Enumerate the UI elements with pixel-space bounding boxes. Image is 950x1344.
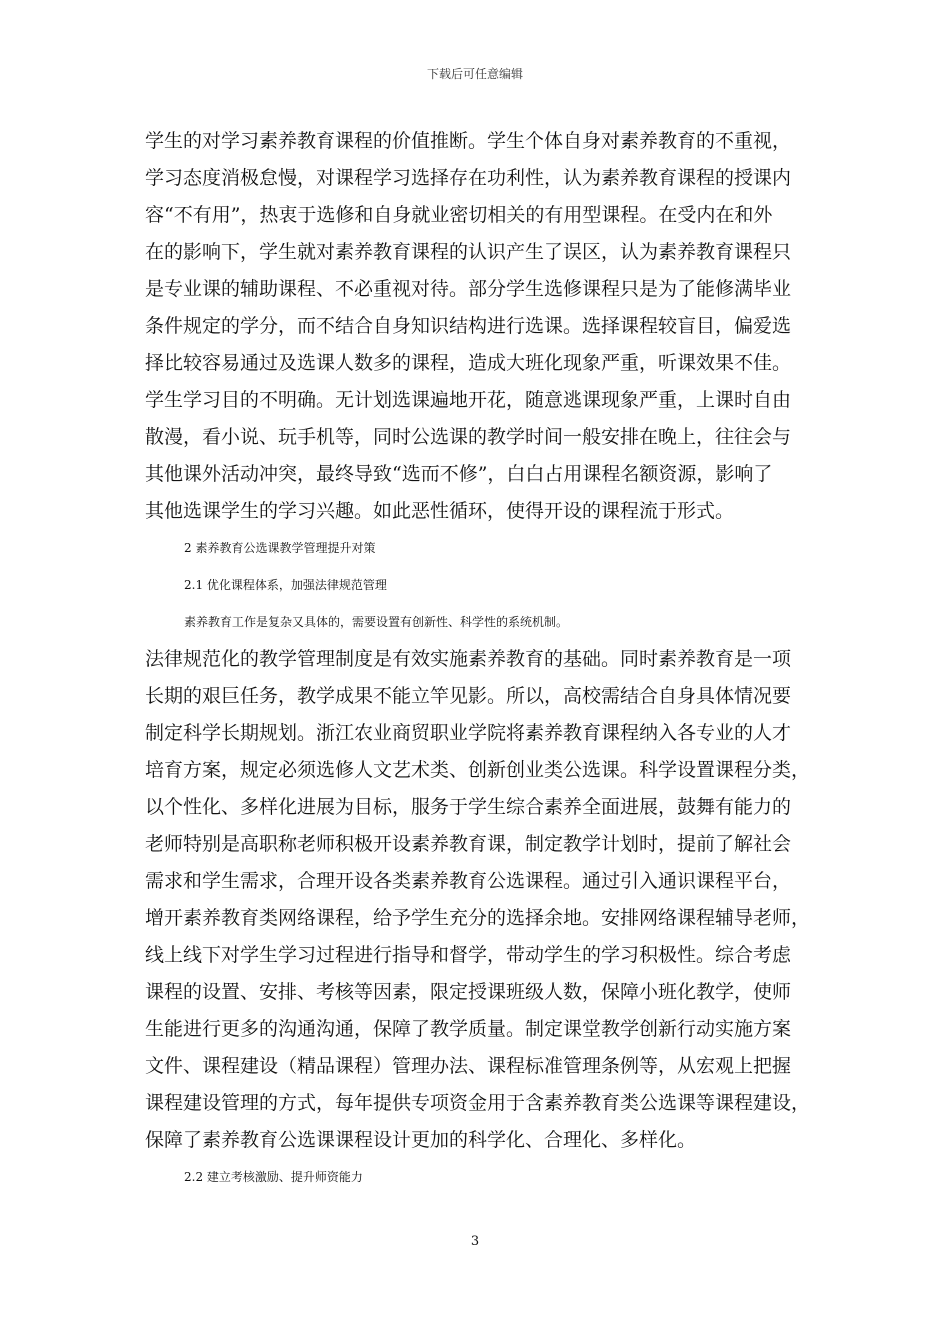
body-line: 散漫，看小说、玩手机等，同时公选课的教学时间一般安排在晚上，往往会与	[145, 426, 792, 448]
body-line: 培育方案，规定必须选修人文艺术类、创新创业类公选课。科学设置课程分类，	[145, 759, 811, 781]
body-line: 以个性化、多样化进展为目标，服务于学生综合素养全面进展，鼓舞有能力的	[145, 796, 792, 818]
body-line: 学生学习目的不明确。无计划选课遍地开花，随意逃课现象严重，上课时自由	[145, 389, 792, 411]
body-line: 条件规定的学分，而不结合自身知识结构进行选课。选择课程较盲目，偏爱选	[145, 315, 792, 337]
body-line: 文件、课程建设（精品课程）管理办法、课程标准管理条例等，从宏观上把握	[145, 1055, 792, 1077]
paragraph-first-line: 素养教育工作是复杂又具体的，需要设置有创新性、科学性的系统机制。	[184, 615, 569, 629]
body-line: 生能进行更多的沟通沟通，保障了教学质量。制定课堂教学创新行动实施方案	[145, 1018, 792, 1040]
body-line: 老师特别是高职称老师积极开设素养教育课，制定教学计划时，提前了解社会	[145, 833, 792, 855]
body-line: 需求和学生需求，合理开设各类素养教育公选课程。通过引入通识课程平台，	[145, 870, 792, 892]
body-line: 在的影响下，学生就对素养教育课程的认识产生了误区，认为素养教育课程只	[145, 241, 792, 263]
body-line: 择比较容易通过及选课人数多的课程，造成大班化现象严重，听课效果不佳。	[145, 352, 792, 374]
body-line: 课程的设置、安排、考核等因素，限定授课班级人数，保障小班化教学，使师	[145, 981, 792, 1003]
subsection-heading: 2.1 优化课程体系，加强法律规范管理	[184, 578, 387, 592]
body-line: 线上线下对学生学习过程进行指导和督学，带动学生的学习积极性。综合考虑	[145, 944, 792, 966]
body-line: 增开素养教育类网络课程，给予学生充分的选择余地。安排网络课程辅导老师，	[145, 907, 811, 929]
page-number: 3	[470, 1234, 480, 1249]
page-header: 下载后可任意编辑	[426, 67, 523, 81]
body-line: 长期的艰巨任务，教学成果不能立竿见影。所以，高校需结合自身具体情况要	[145, 685, 792, 707]
body-line: 法律规范化的教学管理制度是有效实施素养教育的基础。同时素养教育是一项	[145, 648, 792, 670]
body-line: 是专业课的辅助课程、不必重视对待。部分学生选修课程只是为了能修满毕业	[145, 278, 792, 300]
section-heading: 2 素养教育公选课教学管理提升对策	[184, 541, 376, 555]
body-line: 课程建设管理的方式，每年提供专项资金用于含素养教育类公选课等课程建设，	[145, 1092, 811, 1114]
body-line: 其他选课学生的学习兴趣。如此恶性循环，使得开设的课程流于形式。	[145, 500, 735, 522]
body-line: 学习态度消极怠慢，对课程学习选择存在功利性，认为素养教育课程的授课内	[145, 167, 792, 189]
body-line: 学生的对学习素养教育课程的价值推断。学生个体自身对素养教育的不重视，	[145, 130, 792, 152]
body-line: 制定科学长期规划。浙江农业商贸职业学院将素养教育课程纳入各专业的人才	[145, 722, 792, 744]
body-line: 容“不有用”，热衷于选修和自身就业密切相关的有用型课程。在受内在和外	[145, 204, 773, 226]
subsection-heading: 2.2 建立考核激励、提升师资能力	[184, 1170, 363, 1184]
body-line: 其他课外活动冲突，最终导致“选而不修”，白白占用课程名额资源，影响了	[145, 463, 773, 485]
body-line: 保障了素养教育公选课课程设计更加的科学化、合理化、多样化。	[145, 1129, 697, 1151]
